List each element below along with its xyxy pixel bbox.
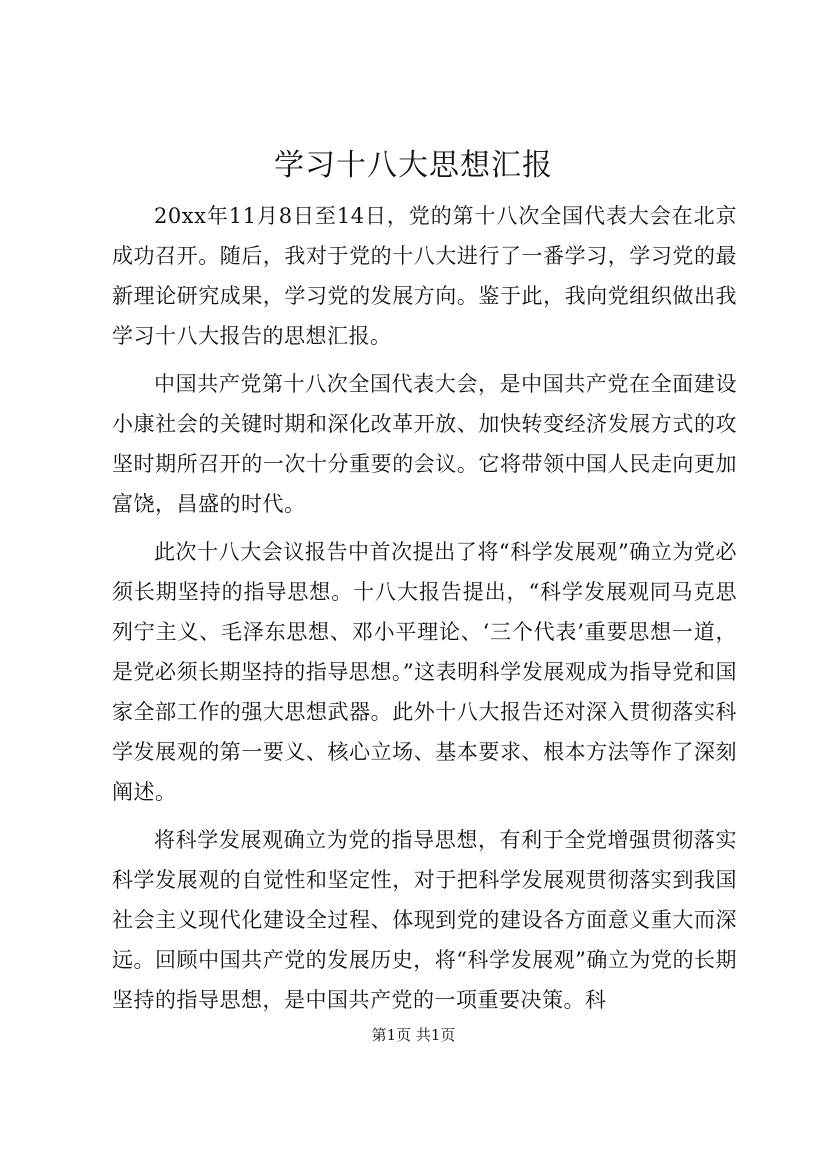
paragraph-4: 将科学发展观确立为党的指导思想，有利于全党增强贯彻落实科学发展观的自觉性和坚定性，对于把科学发展观贯彻落实到我国社会主义现代化建设全过程、体现到党的建设各方面意义重大而深远。回顾中国共产党的发展历史，将“科学发展观”确立为党的长期坚持的指导思想，是中国共产党的一项重要决策。科 [112, 828, 737, 1012]
paragraph-1: 20xx年11月8日至14日，党的第十八次全国代表大会在北京成功召开。随后，我对于党的十八大进行了一番学习，学习党的最新理论研究成果，学习党的发展方向。鉴于此，我向党组织做出我学习十八大报告的思想汇报。 [112, 204, 737, 348]
paragraph-2: 中国共产党第十八次全国代表大会，是中国共产党在全面建设小康社会的关键时期和深化改革开放、加快转变经济发展方式的攻坚时期所召开的一次十分重要的会议。它将带领中国人民走向更加富饶，昌盛的时代。 [112, 372, 737, 516]
document-body [112, 196, 737, 1020]
page-number-footer: 第1页 共1页 [371, 1026, 456, 1044]
paragraph-3: 此次十八大会议报告中首次提出了将“科学发展观”确立为党必须长期坚持的指导思想。十八大报告提出，“科学发展观同马克思列宁主义、毛泽东思想、邓小平理论、‘三个代表’重要思想一道，是党必须长期坚持的指导思想。”这表明科学发展观成为指导党和国家全部工作的强大思想武器。此外十八大报告还对深入贯彻落实科学发展观的第一要义、核心立场、基本要求、根本方法等作了深刻阐述。 [112, 540, 737, 804]
document-title: 学习十八大思想汇报 [274, 148, 553, 183]
